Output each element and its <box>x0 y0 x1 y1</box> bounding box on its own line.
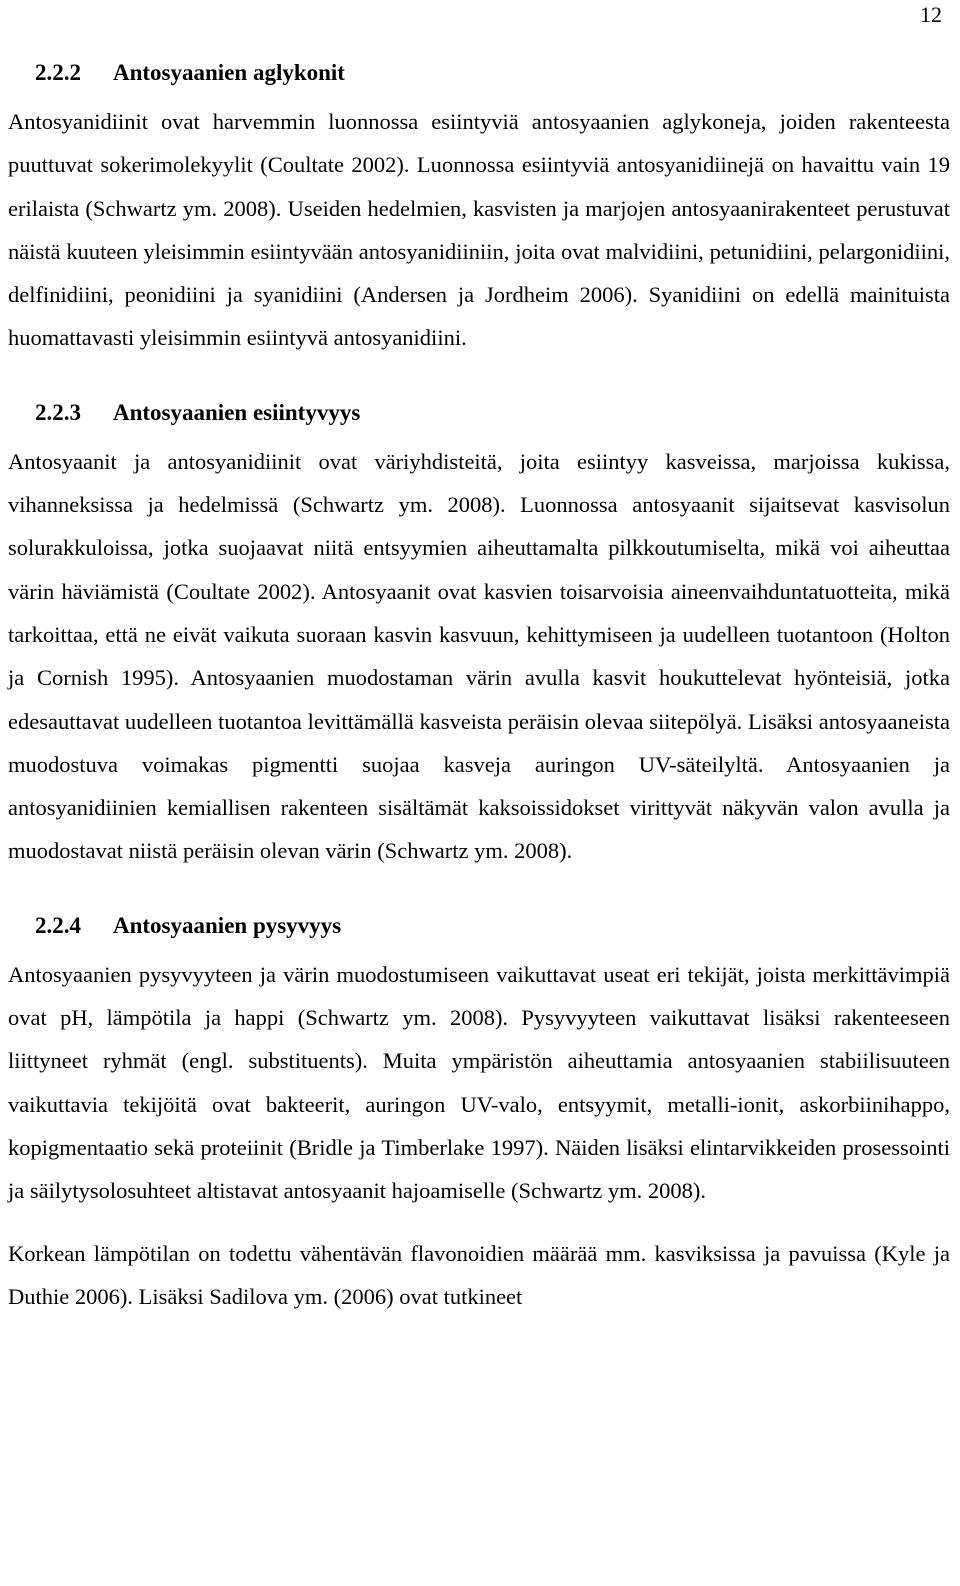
section-number: 2.2.2 <box>35 60 81 85</box>
section-heading <box>8 46 950 100</box>
page-number: 12 <box>920 2 942 27</box>
paragraph: Korkean lämpötilan on todettu vähentävän flavonoidien määrää mm. kasviksissa ja pavuissa (Kyle ja Duthie 2006). Lisäksi Sadilova ym. (2006) ovat tutkineet <box>8 1240 950 1309</box>
paragraph: Antosyanidiinit ovat harvemmin luonnossa esiintyviä antosyaanien aglykoneja, joiden rakenteesta puuttuvat sokerimolekyylit (Coultate 2002). Luonnossa esiintyviä antosyanidiinejä on havaittu vain 19 erilaista (Schwartz ym. 2008). Useiden hedelmien, kasvisten ja marjojen antosyaanirakenteet perustuvat näistä kuuteen yleisimmin esiintyvään antosyanidiiniin, joita ovat malvidiini, petunidiini, pelargonidiini, delfinidiini, peonidiini ja syanidiini (Andersen ja Jordheim 2006). Syanidiini on edellä mainituista huomattavasti yleisimmin esiintyvä antosyanidiini. <box>8 109 950 351</box>
section-heading <box>8 899 950 953</box>
section-number: 2.2.3 <box>35 399 81 425</box>
paragraph: Antosyaanit ja antosyanidiinit ovat väriyhdisteitä, joita esiintyy kasveissa, marjoissa kukissa, vihanneksissa ja hedelmissä (Schwartz ym. 2008). Luonnossa antosyaanit sijaitsevat kasvisolun solurakkuloissa, jotka suojaavat niitä entsyymien aiheuttamalta pilkkoutumiselta, mikä voi aiheuttaa värin häviämistä (Coultate 2002). Antosyaanit ovat kasvien toisarvoisia aineenvaihduntatuotteita, mikä tarkoittaa, että ne eivät vaikuta suoraan kasvin kasvuun, kehittymiseen ja uudelleen tuotantoon (Holton ja Cornish 1995). Antosyaanien muodostaman värin avulla kasvit houkuttelevat hyönteisiä, jotka edesauttavat uudelleen tuotantoa levittämällä kasveista peräisin olevaa siitepölyä. Lisäksi antosyaaneista muodostuva voimakas pigmentti suojaa kasveja auringon UV-säteilyltä. Antosyaanien ja antosyanidiinien kemiallisen rakenteen sisältämät kaksoissidokset virittyvät näkyvän valon avulla ja muodostavat niistä peräisin olevan värin (Schwartz ym. 2008). <box>8 448 950 864</box>
document-body <box>8 46 950 1318</box>
section-heading <box>8 386 950 440</box>
section-title: Antosyaanien aglykonit <box>113 60 345 85</box>
section-title: Antosyaanien esiintyvyys <box>113 399 361 425</box>
paragraph: Antosyaanien pysyvyyteen ja värin muodostumiseen vaikuttavat useat eri tekijät, joista merkittävimpiä ovat pH, lämpötila ja happi (Schwartz ym. 2008). Pysyvyyteen vaikuttavat lisäksi rakenteeseen liittyneet ryhmät (engl. substituents). Muita ympäristön aiheuttamia antosyaanien stabiilisuuteen vaikuttavia tekijöitä ovat bakteerit, auringon UV-valo, entsyymit, metalli-ionit, askorbiinihappo, kopigmentaatio sekä proteiinit (Bridle ja Timberlake 1997). Näiden lisäksi elintarvikkeiden prosessointi ja säilytysolosuhteet altistavat antosyaanit hajoamiselle (Schwartz ym. 2008). <box>8 961 950 1204</box>
section-number: 2.2.4 <box>35 912 81 938</box>
section-title: Antosyaanien pysyvyys <box>113 912 342 938</box>
